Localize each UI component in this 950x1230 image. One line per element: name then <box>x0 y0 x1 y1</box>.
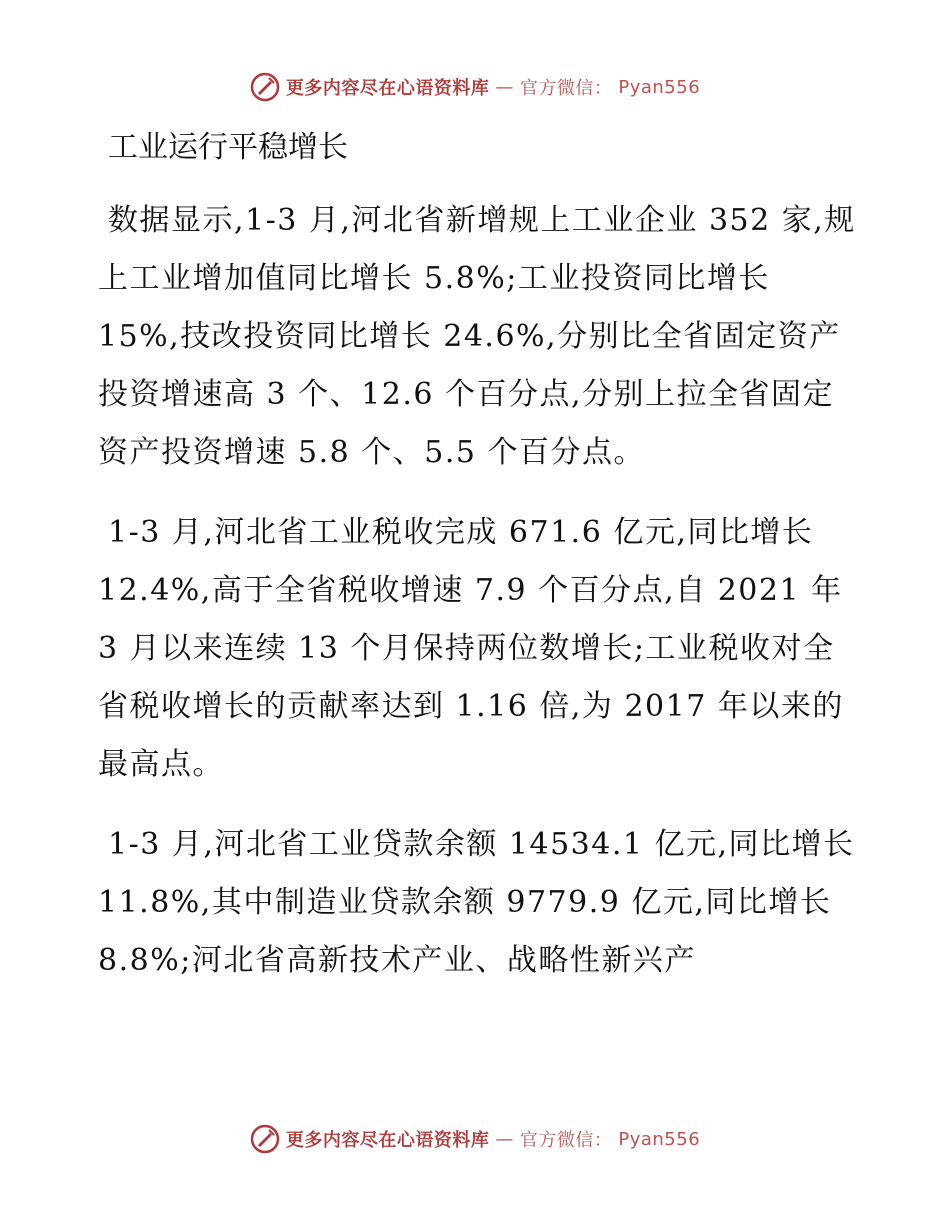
paragraph-2: 1-3 月,河北省工业税收完成 671.6 亿元,同比增长 12.4%,高于全省税收增速 7.9 个百分点,自 2021 年 3 月以来连续 13 个月保持两位数增长;工业税收对全省税收增长的贡献率达到 1.16 倍,为 2017 年以来的最高点。 <box>98 515 854 782</box>
quill-logo-icon <box>250 1124 280 1154</box>
watermark-main-text: 更多内容尽在心语资料库 <box>285 78 490 99</box>
document-body <box>98 128 866 1012</box>
watermark-dash: — <box>495 76 514 98</box>
footer-watermark <box>0 1124 950 1154</box>
paragraph-1: 数据显示,1-3 月,河北省新增规上工业企业 352 家,规上工业增加值同比增长 5.8%;工业投资同比增长 15%,技改投资同比增长 24.6%,分别比全省固定资产投资增速高 3 个、12.6 个百分点,分别上拉全省固定资产投资增速 5.8 个、5.5 个百分点。 <box>98 203 856 470</box>
watermark-wechat-id: Pyan556 <box>618 76 701 98</box>
watermark-main-text: 更多内容尽在心语资料库 <box>285 1130 490 1151</box>
watermark-official-label: 官方微信： <box>519 78 613 99</box>
header-watermark <box>0 72 950 102</box>
quill-logo-icon <box>250 72 280 102</box>
watermark-wechat-id: Pyan556 <box>618 1128 701 1150</box>
watermark-dash: — <box>495 1128 514 1150</box>
section-heading: 工业运行平稳增长 <box>108 130 348 165</box>
paragraph-3: 1-3 月,河北省工业贷款余额 14534.1 亿元,同比增长 11.8%,其中制造业贷款余额 9779.9 亿元,同比增长 8.8%;河北省高新技术产业、战略性新兴产 <box>98 827 866 978</box>
watermark-official-label: 官方微信： <box>519 1130 613 1151</box>
